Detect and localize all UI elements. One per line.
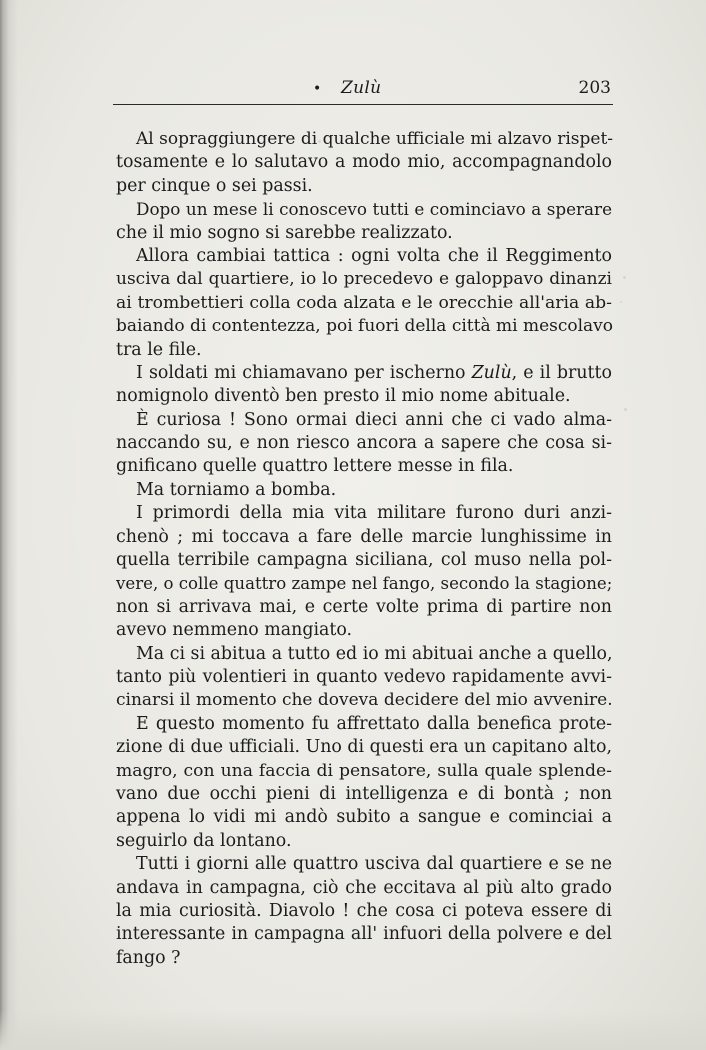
text-line: Ma ci si abitua a tutto ed io mi abituai anche a quello,: [136, 643, 613, 664]
italic-name: Zulù: [471, 362, 512, 383]
text-line: tanto più volentieri in quanto vedevo rapidamente avvi-: [116, 666, 612, 687]
text-line: tosamente e lo salutavo a modo mio, accompagnandolo: [116, 152, 612, 173]
page-binding-edge: [0, 0, 18, 1050]
page-number: 203: [578, 78, 611, 98]
text-line: E questo momento fu affrettato dalla benefica prote-: [136, 713, 612, 734]
text-line: I soldati mi chiamavano per ischerno Zulù, e il brutto: [136, 362, 612, 383]
text-line: usciva dal quartiere, io lo precedevo e galoppavo dinanzi: [116, 269, 612, 290]
text-line: Ma torniamo a bomba.: [136, 479, 337, 500]
text-line: andava in campagna, ciò che eccitava al più alto grado: [116, 877, 612, 898]
text-line: non si arrivava mai, e certe volte prima di partire non: [116, 596, 612, 617]
text-line: vano due occhi pieni di intelligenza e di bontà ; non: [116, 783, 612, 804]
header-ornament-dot: •: [313, 81, 322, 97]
text-line: quella terribile campagna siciliana, col muso nella pol-: [116, 550, 612, 571]
text-line: Al sopraggiungere di qualche ufficiale mi alzavo rispet-: [136, 129, 614, 149]
text-line: zione di due ufficiali. Uno di questi era un capitano alto,: [116, 737, 612, 758]
text-line: la mia curiosità. Diavolo ! che cosa ci poteva essere di: [116, 900, 612, 921]
text-line: ai trombettieri colla coda alzata e le orecchie all'aria ab-: [116, 292, 612, 313]
running-title: Zulù: [341, 78, 382, 98]
text-line: chenò ; mi toccava a fare delle marcie lunghissime in: [116, 526, 612, 547]
text-line: fango ?: [116, 947, 181, 968]
ink-speck: [620, 301, 622, 303]
text-line: seguirlo da lontano.: [116, 830, 292, 851]
body-text: [116, 128, 612, 970]
text-line: che il mio sogno si sarebbe realizzato.: [116, 222, 453, 243]
text-line: cinarsi il momento che doveva decidere del mio avvenire.: [116, 690, 613, 711]
page-bottom-edge: [0, 1010, 706, 1050]
text-line: interessante in campagna all' infuori della polvere e del: [116, 924, 612, 945]
page-header: [113, 76, 611, 102]
text-line: gnificano quelle quattro lettere messe in fila.: [116, 456, 514, 477]
text-line: nomignolo diventò ben presto il mio nome abituale.: [116, 386, 571, 407]
text-line: magro, con una faccia di pensatore, sulla quale splende-: [116, 760, 612, 781]
text-line: Dopo un mese li conoscevo tutti e cominciavo a sperare: [136, 199, 612, 220]
text-line: I primordi della mia vita militare furono duri anzi-: [136, 503, 612, 524]
text-line: per cinque o sei passi.: [116, 175, 313, 196]
text-line: appena lo vidi mi andò subito a sangue e cominciai a: [116, 807, 612, 828]
ink-speck: [624, 408, 627, 411]
ink-speck: [623, 276, 626, 279]
text-line: È curiosa ! Sono ormai dieci anni che ci vado alma-: [136, 409, 612, 430]
text-line: avevo nemmeno mangiato.: [116, 620, 353, 641]
text-line: Tutti i giorni alle quattro usciva dal quartiere e se ne: [136, 854, 612, 875]
text-line: Allora cambiai tattica : ogni volta che il Reggimento: [136, 245, 612, 266]
text-line: vere, o colle quattro zampe nel fango, secondo la stagione;: [116, 574, 613, 594]
ink-speck: [318, 140, 321, 143]
header-rule: [113, 104, 613, 105]
text-line: baiando di contentezza, poi fuori della città mi mescolavo: [116, 316, 614, 337]
text-line: naccando su, e non riesco ancora a sapere che cosa si-: [116, 433, 612, 454]
text-line: tra le file.: [116, 339, 202, 360]
